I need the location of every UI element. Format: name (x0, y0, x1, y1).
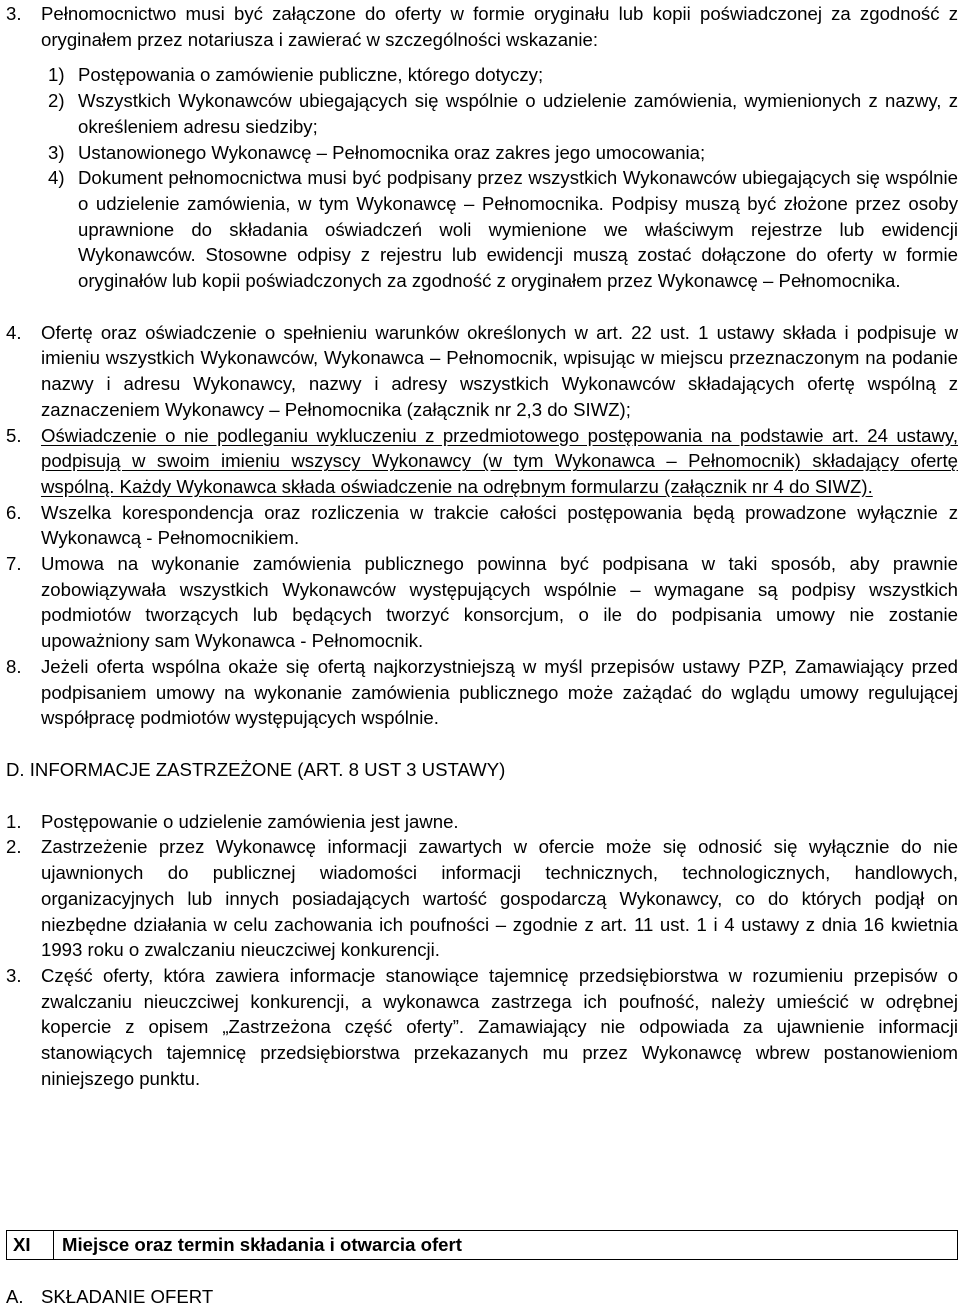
item-number: 3. (6, 964, 22, 986)
item-8 (6, 654, 958, 731)
item-number: 2. (6, 836, 22, 858)
section-d-heading: D. INFORMACJE ZASTRZEŻONE (ART. 8 UST 3 USTAWY) (6, 758, 506, 780)
subsection-number: A. (6, 1286, 24, 1307)
sub-item-number: 4) (48, 167, 65, 189)
sub-item-2 (48, 88, 958, 139)
item-text: Jeżeli oferta wspólna okaże się ofertą najkorzystniejszą w myśl przepisów ustawy PZP, Zamawiający przed podpisaniem umowy na wykonanie zamówienia publicznego może zażądać do wglądu umowy regulującej współpracę podmiotów występujących wspólnie. (41, 655, 958, 729)
section-number: XI (7, 1231, 54, 1259)
section-d-item-2 (6, 834, 958, 963)
item-text: Wszelka korespondencja oraz rozliczenia w trakcie całości postępowania będą prowadzone wyłącznie z Wykonawcą - Pełnomocnikiem. (41, 501, 958, 549)
item-7 (6, 551, 958, 654)
sub-item-text: Postępowania o zamówienie publiczne, którego dotyczy; (78, 64, 544, 86)
sub-item-text: Ustanowionego Wykonawcę – Pełnomocnika oraz zakres jego umocowania; (78, 141, 706, 163)
item-text: Zastrzeżenie przez Wykonawcę informacji zawartych w ofercie może się odnosić się wyłącznie do nie ujawnionych do publicznej wiadomości informacji technicznych, technologicznych, handlowych, organizacyjnych lub innych posiadających wartość gospodarczą Wykonawcy, co do których podjął on niezbędne działania w celu zachowania ich poufności – zgodnie z art. 11 ust. 1 i 4 ustawy z dnia 16 kwietnia 1993 roku o zwalczaniu nieuczciwej konkurencji. (41, 836, 958, 961)
section-d-item-1 (6, 809, 958, 835)
sub-item-1 (48, 62, 958, 88)
item-text: Umowa na wykonanie zamówienia publicznego powinna być podpisana w taki sposób, aby prawnie zobowiązywała wszystkich Wykonawców występujących wspólnie – wymagane są podpisy wszystkich podmiotów tworzących lub będących tworzyć konsorcjum, o ile do podpisania umowy nie zostanie upoważniony sam Wykonawca - Pełnomocnik. (41, 553, 958, 652)
sub-item-text: Dokument pełnomocnictwa musi być podpisany przez wszystkich Wykonawców ubiegających się wspólnie o udzielenie zamówienia, w tym Wykonawcę – Pełnomocnika. Podpisy muszą być złożone przez osoby uprawnione do składania oświadczeń woli wymienione we właściwym rejestrze lub ewidencji Wykonawców. Stosowne odpisy z rejestru lub ewidencji muszą zostać dołączone do oferty w formie oryginałów lub kopii poświadczonych za zgodność z oryginałem przez Wykonawcę – Pełnomocnika. (78, 167, 958, 292)
item-number: 5. (6, 424, 22, 446)
item-number: 3. (6, 3, 22, 24)
sub-item-number: 1) (48, 64, 65, 86)
item-text: Ofertę oraz oświadczenie o spełnieniu warunków określonych w art. 22 ust. 1 ustawy składa i podpisuje w imieniu wszystkich Wykonawców, Wykonawca – Pełnomocnik, wpisując w miejscu przeznaczonym na podanie nazwy i adresu Wykonawcy, nazwy i adresy wszystkich Wykonawców składających ofertę wspólną z zaznaczeniem Wykonawcy – Pełnomocnika (załącznik nr 2,3 do SIWZ); (41, 321, 958, 420)
sub-item-3 (48, 140, 958, 166)
sub-item-number: 3) (48, 141, 65, 163)
section-xi-header (6, 1230, 958, 1260)
item-6 (6, 500, 958, 551)
item-number: 8. (6, 655, 22, 677)
item-4 (6, 320, 958, 423)
item-number: 6. (6, 501, 22, 523)
item-text: Oświadczenie o nie podleganiu wykluczeniu z przedmiotowego postępowania na podstawie art. 24 ustawy, podpisują w swoim imieniu wszyscy Wykonawcy (w tym Wykonawca – Pełnomocnik) składający ofertę wspólną. Każdy Wykonawca składa oświadczenie na odrębnym formularzu (załącznik nr 4 do SIWZ). (41, 424, 958, 497)
item-number: 4. (6, 321, 22, 343)
sub-item-text: Wszystkich Wykonawców ubiegających się wspólnie o udzielenie zamówienia, wymienionych z nazwy, z określeniem adresu siedziby; (78, 90, 958, 137)
item-3 (6, 1, 958, 52)
section-title: Miejsce oraz termin składania i otwarcia ofert (62, 1234, 462, 1255)
item-number: 7. (6, 553, 22, 575)
item-text: Pełnomocnictwo musi być załączone do oferty w formie oryginału lub kopii poświadczonej za zgodność z oryginałem przez notariusza i zawierać w szczególności wskazanie: (41, 3, 958, 50)
document-page (6, 1, 958, 1091)
sub-item-number: 2) (48, 90, 65, 112)
sub-item-4 (48, 165, 958, 294)
item-text: Część oferty, która zawiera informacje stanowiące tajemnicę przedsiębiorstwa w rozumieniu przepisów o zwalczaniu nieuczciwej konkurencji, a wykonawca zastrzega ich poufność, należy umieścić w odrębnej kopercie z opisem „Zastrzeżona część oferty”. Zamawiający nie odpowiada za ujawnienie informacji stanowiących tajemnicę przedsiębiorstwa przekazanych mu przez Wykonawcę wbrew postanowieniom niniejszego punktu. (41, 964, 958, 1089)
subsection-title: SKŁADANIE OFERT (41, 1286, 214, 1307)
section-d-item-3 (6, 963, 958, 1092)
item-number: 1. (6, 810, 22, 832)
item-5 (6, 423, 958, 500)
subsection-heading (6, 1284, 213, 1310)
item-text: Postępowanie o udzielenie zamówienia jest jawne. (41, 810, 459, 832)
